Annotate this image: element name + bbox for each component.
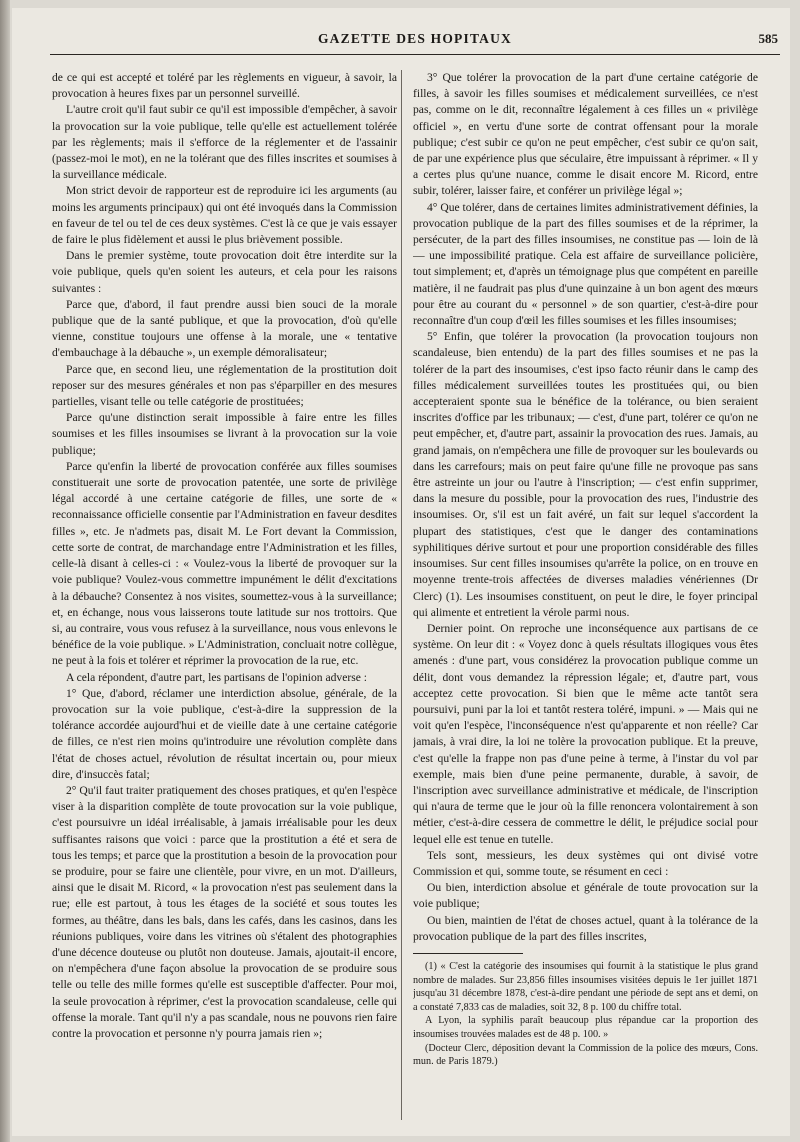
paragraph: L'autre croit qu'il faut subir ce qu'il est impossible d'empêcher, à savoir la provocation sur la voie publique, telle qu'elle est actuellement tolérée par les règlements; mais il s'efforce de la réglementer et de l'assainir (passez-moi le mot), en ne la tolérant que des filles inscrites et soumises à la surveillance médicale. bbox=[52, 103, 397, 182]
paragraph: 2° Qu'il faut traiter pratiquement des choses pratiques, et qu'en l'espèce viser à la disparition complète de toute provocation sur la voie publique, c'est poursuivre un idéal irréalisable, à jamais irréalisable pour les deux suffisantes raisons que voici : parce que la prostitution a été et sera de tous les temps; et parce que la prostitution a besoin de la provocation pour se produire, pour se faire une clientèle, pour vivre, en un mot. D'ailleurs, ainsi que le disait M. Ricord, « la provocation n'est pas seulement dans la rue; elle est partout, à tous les étages de la société et sous toutes les formes, au théâtre, dans les bals, dans les cafés, dans les casinos, dans les réunions publiques, voire dans les vitrines où s'étalent des photographies d'une décence douteuse ou plutôt non douteuse. Jamais, ajoutait-il encore, on n'empêchera d'une façon absolue la provocation de se produire sous telle ou telle des mille formes qu'elle est susceptible d'affecter. Pour moi, la seule provocation à réprimer, c'est la provocation scandaleuse, celle qui offense la morale. Tant qu'il n'y a pas scandale, nous ne pouvons rien faire contre la provocation et personne n'y pourra jamais rien »; bbox=[52, 783, 397, 1040]
paragraph: A cela répondent, d'autre part, les partisans de l'opinion adverse : bbox=[66, 670, 368, 684]
footnote-paragraph: A Lyon, la syphilis paraît beaucoup plus répandue car la proportion des insoumises trouvées malades est de 48 p. 100. » bbox=[413, 1015, 758, 1040]
right-column bbox=[413, 70, 758, 1120]
paragraph: Ou bien, maintien de l'état de choses actuel, quant à la tolérance de la provocation publique de la part des filles inscrites, bbox=[413, 913, 758, 943]
page-number: 585 bbox=[758, 31, 778, 46]
footnote-paragraph: (Docteur Clerc, déposition devant la Commission de la police des mœurs, Cons. mun. de Paris 1879.) bbox=[413, 1042, 758, 1068]
footnote-paragraph: (1) « C'est la catégorie des insoumises qui fournit à la statistique le plus grand nombre de malades. Sur 23,856 filles insoumises visitées depuis le 1er juillet 1871 jusqu'au 31 décembre 1878, c'est-à-dire pendant une période de sept ans et demi, on a constaté 7,833 cas de maladies, soit 32, 8 p. 100 du chiffre total. bbox=[413, 960, 758, 1013]
paragraph: 3° Que tolérer la provocation de la part d'une certaine catégorie de filles, à savoir les filles soumises et médicalement surveillées, ce n'est pas, comme on le dit, reconnaître légalement à ces filles un « privilège officiel », en vertu d'une sorte de contrat offensant pour la morale publique; c'est subir ce qu'on ne peut empêcher, c'est subir ce qu'on sait, de par une expérience plus que séculaire, être impuissant à réprimer. « Il y a certes plus qu'une nuance, comme le disait encore M. Ricord, entre subir, tolérer, laisser faire, et conférer un privilège légal »; bbox=[413, 71, 758, 198]
paragraph: Parce que, en second lieu, une réglementation de la prostitution doit reposer sur des mesures générales et non pas s'éparpiller en des mesures partielles, visant telle ou telle catégorie de prostituées; bbox=[52, 362, 397, 409]
paragraph: Parce qu'une distinction serait impossible à faire entre les filles soumises et les filles insoumises se livrant à la provocation sur la voie publique; bbox=[52, 411, 397, 457]
paragraph: Ou bien, interdiction absolue et générale de toute provocation sur la voie publique; bbox=[413, 881, 758, 911]
footnote bbox=[413, 960, 758, 1069]
paragraph: Tels sont, messieurs, les deux systèmes qui ont divisé votre Commission et qui, somme toute, se résument en ceci : bbox=[413, 848, 758, 878]
paragraph: 1° Que, d'abord, réclamer une interdiction absolue, générale, de la provocation sur la voie publique, c'est-à-dire la suppression de la tolérance accordée aujourd'hui et de vieille date à une certaine catégorie de filles, ce n'est rien moins qu'introduire une révolution complète dans l'état de choses actuel, révolution de résultat incertain ou, pour mieux dire, d'insuccès fatal; bbox=[52, 686, 397, 781]
paragraph: Dernier point. On reproche une inconséquence aux partisans de ce système. On leur dit : « Voyez donc à quels résultats illogiques vous êtes amenés : d'une part, vous considérez la provocation publique comme un délit, dont vous demandez la répression légale; et, d'autre part, vous acceptez cette provocation. Si bien que le même acte tantôt sera poursuivi, puni par la loi et tantôt restera toléré, impuni. » — Mais qui ne voit qu'en l'espèce, l'inconséquence n'est qu'apparente et non réelle? Car jamais, à vrai dire, la loi ne tolère la provocation publique. Et la preuve, c'est qu'elle la frappe non pas d'une peine à terme, à l'instar du vol par exemple, mais bien d'une peine permanente, durable, à savoir, de l'inscription avec surveillance administrative et médicale, de l'inscription qui n'aura de terme que le jour où la fille renoncera volontairement à son métier, c'est-à-dire cessera de commettre le délit, le préjudice social pour lequel elle est tenue en tutelle. bbox=[413, 621, 758, 846]
page-binding-edge bbox=[0, 0, 10, 1142]
running-header bbox=[50, 26, 780, 55]
paragraph: 5° Enfin, que tolérer la provocation (la provocation toujours non scandaleuse, bien entendu) de la part des filles soumises et ne pas la tolérer de la part des insoumises, c'est ipso facto réunir dans le camp des filles médicalement surveillées toutes les prostituées qui, ou bien accepteraient sponte sua le bénéfice de la tolérance, ou bien seraient inscrites d'office par les tribunaux; — c'est, d'une part, tolérer ce qu'on ne peut empêcher, et, d'autre part, assainir la provocation des rues. Jamais, au grand jamais, on n'empêchera une fille de provoquer sur les boulevards ou dans les carrefours; mais on peut faire qu'une fille ne provoque pas sans être astreinte un jour ou l'autre à l'inscription; — c'est enfin supprimer, dans la mesure du possible, pour la provocation des rues, l'industrie des insoumises. Or, s'il est un fait avéré, un fait sur lequel s'accordent la plupart des statistiques, c'est que le danger des contaminations syphilitiques dérive surtout et pour une proportion considérable des filles insoumises. Sur cent filles insoumises qu'arrête la police, on en trouve en moyenne trente-trois affectées de diverses maladies vénériennes (Dr Clerc) (1). Les insoumises constituent, on peut le dire, le foyer principal qui alimente et entretient la vérole parmi nous. bbox=[413, 330, 758, 619]
footnote-rule bbox=[413, 953, 523, 954]
paragraph: Dans le premier système, toute provocation doit être interdite sur la voie publique, quels qu'en soient les auteurs, et cela pour les raisons suivantes : bbox=[52, 249, 397, 295]
column-divider bbox=[401, 70, 402, 1120]
left-column bbox=[52, 70, 397, 1120]
paragraph: Parce qu'enfin la liberté de provocation conférée aux filles soumises constituerait une sorte de provocation patentée, une sorte de privilège légal accordé à une certaine catégorie de filles, une sorte de « reconnaissance officielle consentie par l'Administration en faveur desdites filles », etc. Je n'admets pas, disait M. Le Fort devant la Commission, cette sorte de contrat, de marchandage entre l'Administration et les filles, celle-là disant à celles-ci : « Voulez-vous la liberté de provoquer sur la voie publique? Voulez-vous commettre impunément le délit d'excitations à la débauche? Consentez à nos visites, soumettez-vous à la surveillance; et, en échange, nous vous laisserons toute latitude sur nos trottoirs. Que si, au contraire, vous vous refusez à la surveillance, nous vous enlevons le bénéfice de la voie publique. » L'Administration, concluait notre collègue, ne peut à la fois et tolérer et réprimer la provocation de la rue, etc. bbox=[52, 459, 397, 668]
paragraph: Mon strict devoir de rapporteur est de reproduire ici les arguments (au moins les arguments principaux) qui ont été invoqués dans la Commission en faveur de tel ou tel de ces deux systèmes. C'est là ce que je vais essayer de faire le plus fidèlement et aussi le plus brièvement possible. bbox=[52, 184, 397, 247]
paragraph: 4° Que tolérer, dans de certaines limites administrativement définies, la provocation publique de la part des filles soumises et de la réprimer, la persécuter, de la part des filles insoumises, ne constitue pas — loin de là — une impossibilité pratique. Cela est affaire de surveillance policière, tout simplement; et, d'après un témoignage plus que compétent en pareille matière, il ne faudrait pas plus d'une quinzaine à un bon agent des mœurs pour être au courant du « personnel » de son quartier, c'est-à-dire pour reconnaître d'un coup d'œil les filles soumises et les filles insoumises; bbox=[413, 200, 758, 328]
paragraph: de ce qui est accepté et toléré par les règlements en vigueur, à savoir, la provocation à heures fixes par un personnel surveillé. bbox=[52, 71, 397, 101]
paragraph: Parce que, d'abord, il faut prendre aussi bien souci de la morale publique que de la santé publique, et que la provocation, d'où qu'elle vienne, constitue toujours une offense à la morale, une « tentative d'embauchage à la débauche », un exemple démoralisateur; bbox=[52, 297, 397, 360]
journal-title: GAZETTE DES HOPITAUX bbox=[317, 31, 513, 46]
